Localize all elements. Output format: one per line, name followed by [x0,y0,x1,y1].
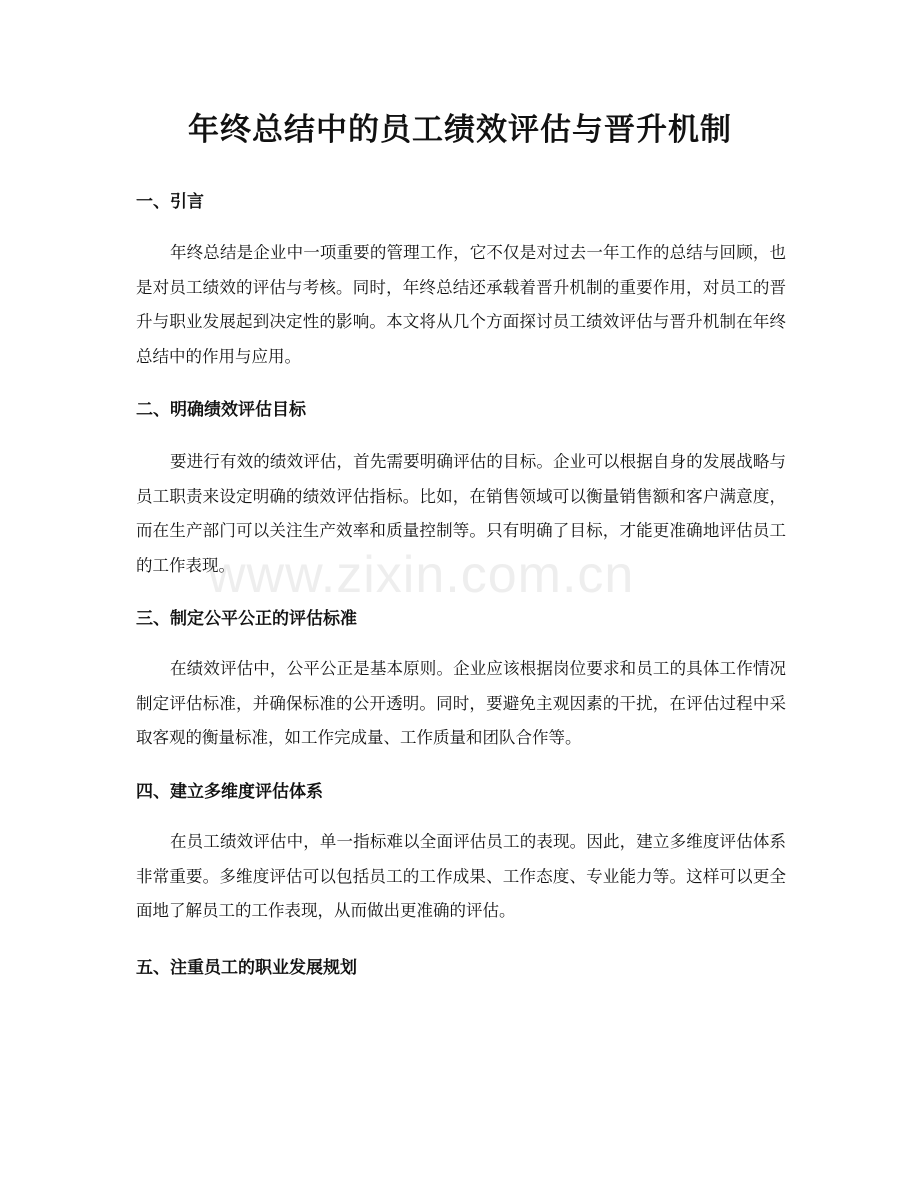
section-paragraph-goals: 要进行有效的绩效评估，首先需要明确评估的目标。企业可以根据自身的发展战略与员工职责来设定明确的绩效评估指标。比如，在销售领域可以衡量销售额和客户满意度，而在生产部门可以关注生产效率和质量控制等。只有明确了目标，才能更准确地评估员工的工作表现。 [136,452,786,575]
section-paragraph-standards: 在绩效评估中，公平公正是基本原则。企业应该根据岗位要求和员工的具体工作情况制定评估标准，并确保标准的公开透明。同时，要避免主观因素的干扰，在评估过程中采取客观的衡量标准，如工作完成量、工作质量和团队合作等。 [136,659,786,747]
section-heading-intro: 一、引言 [136,192,204,212]
section-paragraph-intro: 年终总结是企业中一项重要的管理工作，它不仅是对过去一年工作的总结与回顾，也是对员工绩效的评估与考核。同时，年终总结还承载着晋升机制的重要作用，对员工的晋升与职业发展起到决定性的影响。本文将从几个方面探讨员工绩效评估与晋升机制在年终总结中的作用与应用。 [136,243,786,366]
section-heading-goals: 二、明确绩效评估目标 [136,400,306,420]
watermark: www.zixin.com.cn [208,546,635,604]
section-heading-career: 五、注重员工的职业发展规划 [136,958,357,978]
section-heading-multidimensional: 四、建立多维度评估体系 [136,782,323,802]
section-heading-standards: 三、制定公平公正的评估标准 [136,609,357,629]
section-paragraph-multidimensional: 在员工绩效评估中，单一指标难以全面评估员工的表现。因此，建立多维度评估体系非常重要。多维度评估可以包括员工的工作成果、工作态度、专业能力等。这样可以更全面地了解员工的工作表现，从而做出更准确的评估。 [136,832,786,920]
document-title: 年终总结中的员工绩效评估与晋升机制 [188,112,732,148]
